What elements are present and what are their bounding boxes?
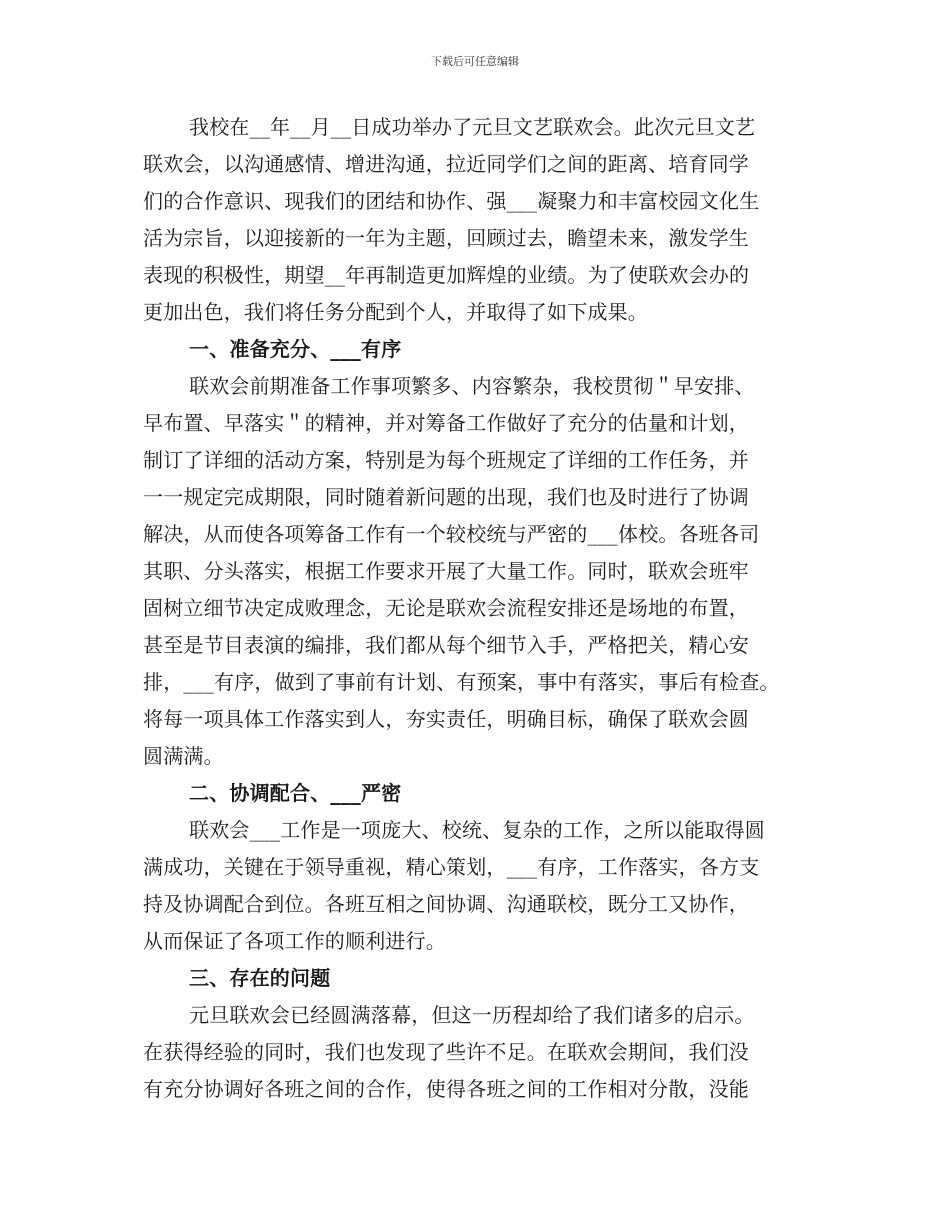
paragraph-line: 元旦联欢会已经圆满落幕，但这一历程却给了我们诸多的启示。 [189,1003,755,1027]
section-heading: 三、存在的问题 [189,966,331,990]
paragraph-line: 圆满满。 [143,744,224,768]
paragraph-line: 活为宗旨，以迎接新的一年为主题，回顾过去，瞻望未来，激发学生 [143,226,749,250]
paragraph-line: 更加出色，我们将任务分配到个人，并取得了如下成果。 [143,300,648,324]
paragraph-line: 我校在__年__月__日成功举办了元旦文艺联欢会。此次元旦文艺 [189,115,756,139]
paragraph-line: 持及协调配合到位。各班互相之间协调、沟通联校，既分工又协作， [143,892,749,916]
section-heading: 一、准备充分、___有序 [189,337,402,361]
paragraph-line: 一一规定完成期限，同时随着新问题的出现，我们也及时进行了协调 [143,485,749,509]
paragraph-line: 满成功，关键在于领导重视，精心策划，___有序，工作落实，各方支 [143,855,760,879]
paragraph-line: 将每一项具体工作落实到人，夯实责任，明确目标，确保了联欢会圆 [143,707,749,731]
paragraph-line: 早布置、早落实＂的精神，并对筹备工作做好了充分的估量和计划， [143,411,749,435]
paragraph-line: 制订了详细的活动方案，特别是为每个班规定了详细的工作任务，并 [143,448,749,472]
page-header: 下载后可任意编辑 [431,55,519,68]
paragraph-line: 从而保证了各项工作的顺利进行。 [143,929,446,953]
paragraph-line: 表现的积极性，期望__年再制造更加辉煌的业绩。为了使联欢会办的 [143,263,750,287]
paragraph-line: 联欢会___工作是一项庞大、校统、复杂的工作，之所以能取得圆 [189,818,765,842]
paragraph-line: 排，___有序，做到了事前有计划、有预案，事中有落实，事后有检查。 [143,670,780,694]
paragraph-line: 有充分协调好各班之间的合作，使得各班之间的工作相对分散，没能 [143,1077,749,1101]
section-heading: 二、协调配合、___严密 [189,781,402,805]
paragraph-line: 其职、分头落实，根据工作要求开展了大量工作。同时，联欢会班牢 [143,559,749,583]
paragraph-line: 固树立细节决定成败理念，无论是联欢会流程安排还是场地的布置， [143,596,749,620]
paragraph-line: 联欢会前期准备工作事项繁多、内容繁杂，我校贯彻＂早安排、 [189,374,755,398]
paragraph-line: 在获得经验的同时，我们也发现了些许不足。在联欢会期间，我们没 [143,1040,749,1064]
paragraph-line: 甚至是节目表演的编排，我们都从每个细节入手，严格把关，精心安 [143,633,749,657]
paragraph-line: 联欢会，以沟通感情、增进沟通，拉近同学们之间的距离、培育同学 [143,152,749,176]
paragraph-line: 们的合作意识、现我们的团结和协作、强___凝聚力和丰富校园文化生 [143,189,760,213]
paragraph-line: 解决，从而使各项筹备工作有一个较校统与严密的___体校。各班各司 [143,522,760,546]
